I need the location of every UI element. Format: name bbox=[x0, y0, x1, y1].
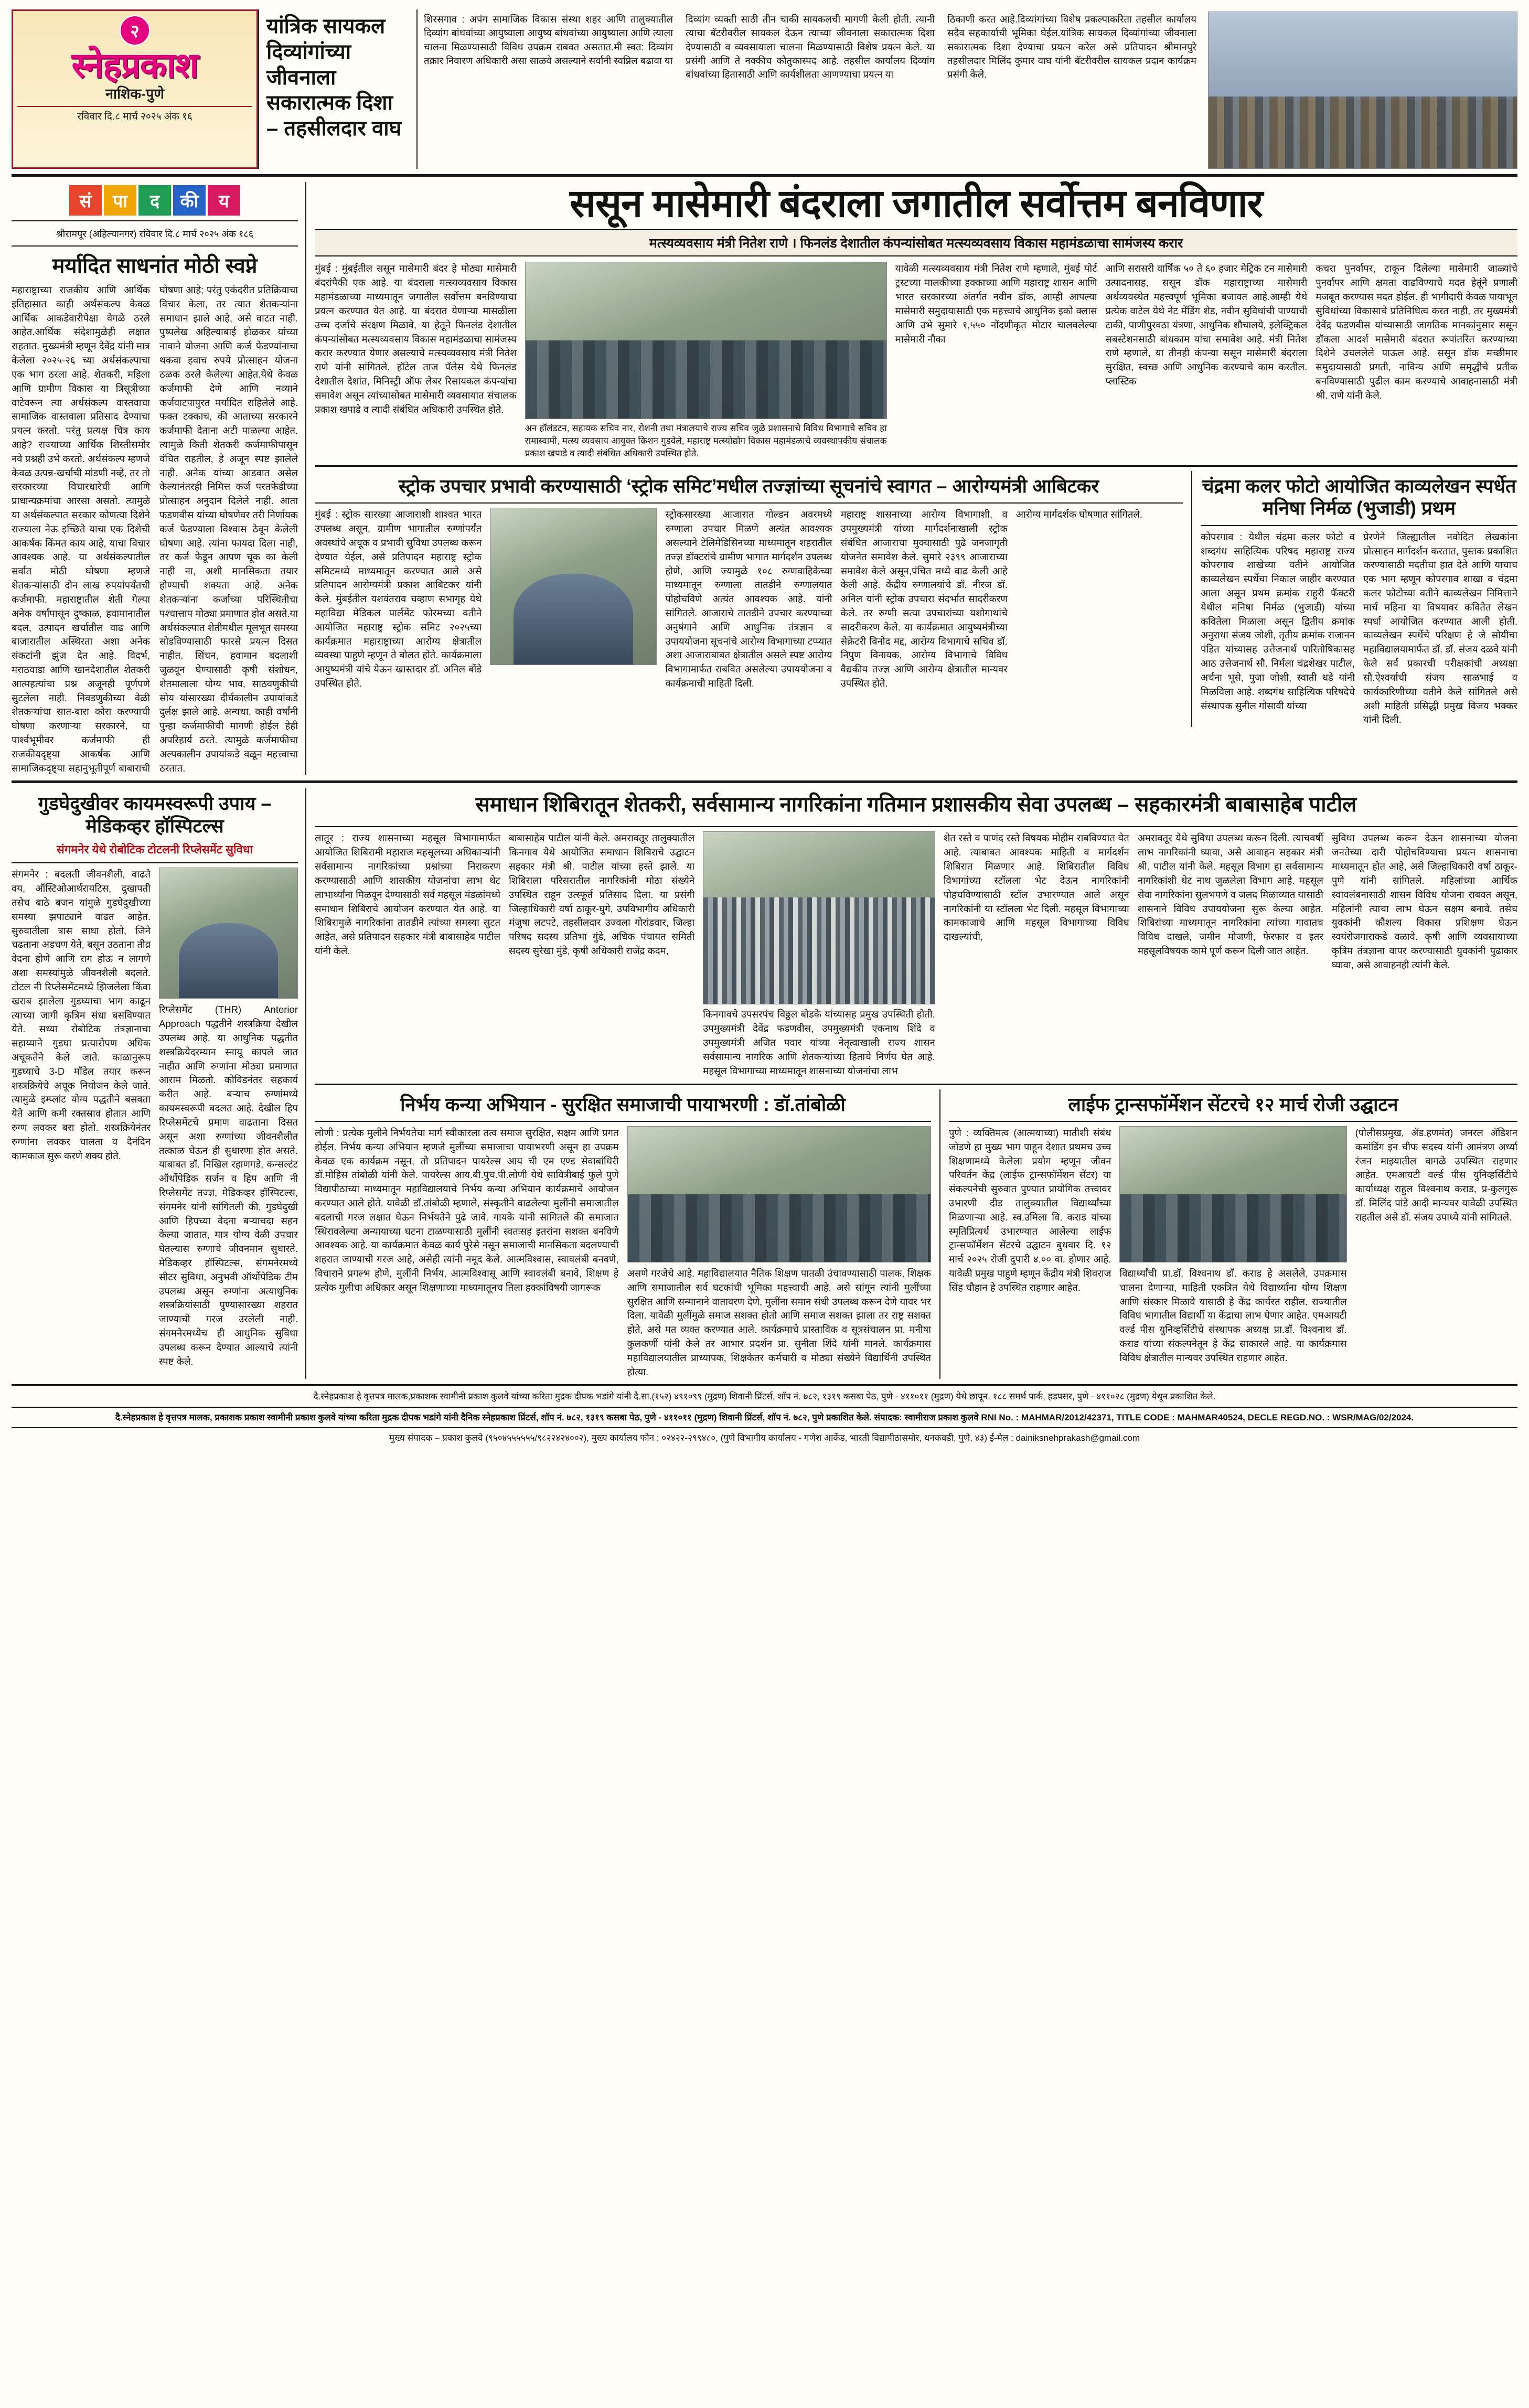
stroke-headline: स्ट्रोक उपचार प्रभावी करण्यासाठी ‘स्ट्रोक समिट’मधील तज्ज्ञांच्या सूचनांचे स्वागत – आरोग्यमंत्री आबिटकर bbox=[398, 475, 1099, 497]
hospital-headline: गुडघेदुखीवर कायमस्वरूपी उपाय – मेडिकव्हर हॉस्पिटल्स bbox=[38, 793, 272, 837]
nirbhay-story bbox=[315, 1089, 939, 1379]
samadhan-event-photo bbox=[703, 831, 935, 1004]
samadhan-photo-wrap bbox=[703, 831, 935, 1078]
lead-col-5: कचरा पुनर्वापर, टाकून दिलेल्या मासेमारी जाळ्यांचे पुनर्वापर आणि क्षमता वाढविण्याचे मदत हेतूंने प्रणाली मजबूत करण्यास मदत होईल. ही भागीदारी केवळ पायाभूत सुविधांच्या विकासाचे प्रतिनिधित्व करत नाही, तर मुख्यमंत्री देवेंद्र फडणवीस यांच्यासाठी जागतिक मानकांनुसार ससून डॉकला आदर्श मासेमारी बंदरात रूपांतरित करण्याच्या दिशेने उचललेले पाऊल आहे. ससून डॉक मच्छीमार समुदायासाठी प्रगती, नाविन्य आणि समृद्धीचे प्रतीक बनविण्यासाठी पुढील काम करण्याचे आवाहनासाठी मंत्री श्री. राणे यांनी केले. bbox=[1316, 263, 1517, 401]
life-story bbox=[940, 1089, 1517, 1379]
stroke-col-4: आरोग्य मार्गदर्शक घोषणात सांगितले. bbox=[1015, 509, 1143, 520]
stroke-story bbox=[315, 471, 1191, 727]
paper-date: रविवार दि.८ मार्च २०२५ अंक १६ bbox=[17, 106, 252, 123]
page-footer bbox=[12, 1384, 1517, 1445]
speaker-photo bbox=[490, 508, 657, 665]
paper-edition: नाशिक-पुणे bbox=[105, 86, 164, 102]
hospital-col-2: रिप्लेसमेंट (THR) Anterior Approach पद्धतीने शस्त्रक्रिया देखील उपलब्ध आहे. या आधुनिक पद्धतीत शस्त्रक्रियेदरम्यान स्नायू कापले जात नाहीत आणि रुग्णांना मोठ्या प्रमाणात आराम मिळतो. कोविडनंतर सहकार्य करीत आहे. बऱ्याच रुग्णांमध्ये कायमस्वरूपी बदलत आहे. देखील हिप रिप्लेसमेंटचे प्रमाण वाढताना दिसत असून अशा रुग्णांच्या जीवनशैलीत तत्काळ घेऊन ही सुधारणा होत असते. याबाबत डॉ. निखिल रहाणगडे, कन्सल्टंट ऑर्थोपेडिक सर्जन व हिप आणि नी रिप्लेसमेंट तज्ज्ञ, मेडिकव्हर हॉस्पिटल्स, संगमनेर यांनी सांगितली की, गुडघेदुखी आणि हिपच्या वेदना बऱ्याचदा सहन केल्या जातात, मात्र योग्य वेळी उपचार घेतल्यास रुग्णाचे जीवनमान सुधारते. मेडिकव्हर हॉस्पिटल्स, संगमनेरमध्ये सीटर सुविधा, अनुभवी ऑर्थोपेडिक टीम उपलब्ध असून रुग्णांना अत्याधुनिक शस्त्रक्रियांसाठी पुण्यासारख्या शहरात जाण्याची गरज उरलेली नाही. संगमनेरमध्येच ही आधुनिक सुविधा उपलब्ध करून देण्यात आल्याचे त्यांनी स्पष्ट केले. bbox=[159, 1004, 298, 1367]
samadhan-col-3: किनगावचे उपसरपंच विठ्ठल बोडके यांच्यासह प्रमुख उपस्थिती होती. उपमुख्यमंत्री देवेंद्र फडणवीस, उपमुख्यमंत्री एकनाथ शिंदे व उपमुख्यमंत्री अजित पवार यांच्या नेतृत्वाखाली राज्य शासन सर्वसामान्य नागरिक आणि शेतकऱ्यांच्या हिताचे निर्णय घेत आहे. महसूल विभागाच्या माध्यमातून शासनाच्या योजनांचा लाभ bbox=[703, 1009, 935, 1076]
masthead-col-2: दिव्यांग व्यक्ती साठी तीन चाकी सायकलची मागणी केली होती. त्यानी त्याचा बॅटरीवरील सायकल देऊन त्याच्या जीवनाला सकारात्मक दिशा देण्यासाठी व व्यवसायाला चालना मिळण्यासाठी विशेष प्रयत्न केले. या प्रसंगी आणि ते नक्कीच कौतुकास्पद आहे. तहसील कार्यालय दिव्यांग बांधवांच्या हितासाठी आणि कार्यशीलता आणण्याचा प्रयत्न या bbox=[686, 14, 935, 80]
nirbhay-col-2: असणे गरजेचे आहे. महाविद्यालयात नैतिक शिक्षण पातळी उंचावण्यासाठी पालक, शिक्षक आणि समाजातील सर्व घटकांची भूमिका महत्त्वाची आहे, असे सांगून त्यांनी मुलींच्या सुरक्षित आणि सन्मानाने वातावरण देणे, मुलींना समान संधी उपलब्ध करून देणे यावर भर दिला. यावेळी मुलींमुळे समाज सशक्त होतो आणि समाज सशक्त झाला तर राष्ट्र सशक्त होते, असे मत व्यक्त करण्यात आले. कार्यक्रमाचे प्रास्ताविक व सूत्रसंचालन प्रा. मनीषा कुलकर्णी यांनी केले तर आभार प्रदर्शन प्रा. सुनीता शिंदे यांनी मानले. कार्यक्रमास महाविद्यालयातील प्राध्यापक, शिक्षकेतर कर्मचारी व मोठ्या संख्येने विद्यार्थिनी उपस्थित होत्या. bbox=[627, 1267, 931, 1377]
paper-title: स्नेहप्रकाश bbox=[71, 46, 198, 84]
nirbhay-headline: निर्भय कन्या अभियान - सुरक्षित समाजाची पायाभरणी : डॉ.तांबोळी bbox=[400, 1093, 846, 1115]
doctor-photo bbox=[159, 868, 298, 999]
editorial-headline: मर्यादित साधनांत मोठी स्वप्ने bbox=[52, 254, 258, 277]
editorial-column bbox=[12, 182, 305, 775]
hospital-col-2-wrap bbox=[159, 868, 298, 1368]
samadhan-col-2: बाबासाहेब पाटील यांनी केले. अमरावतूर तालुक्यातील किनगाव येथे आयोजित समाधान शिबिराचे उद्घाटन सहकार मंत्री श्री. पाटील यांच्या हस्ते झाले. या शिबिराला परिसरातील नागरिकांनी मोठा संख्येने उपस्थित राहून उत्स्फूर्त प्रतिसाद दिला. या प्रसंगी जिल्हाधिकारी वर्षा ठाकूर-घुगे, उपविभागीय अधिकारी मंजुषा लटपटे, तहसीलदार उज्वला गोरांडवार, जिल्हा परिषद सदस्य प्रतिभा गुंडे, अधिक पंचायत समिती सदस्य सुरेखा मुंडे, कृषी अधिकारी राजेंद्र कदम, bbox=[509, 832, 695, 956]
lead-col-2: अन हॉलंडटन, सहायक सचिव नार, रोशनी तथा मंत्रालयाचे राज्य सचिव जुळे प्रशासनाचे विविध विभागाचे सचिव हा रामास्वामी, मत्स्य व्यवसाय आयुक्त किशन गुडवेले, महाराष्ट्र मत्स्योद्योग विकास महामंडळाचे व्यवस्थापकीय संचालक प्रकाश खपाडे व त्यादी संबंधित अधिकारी उपस्थित होते. bbox=[525, 423, 887, 459]
samadhan-col-5: अमरावतूर येथे सुविधा उपलब्ध करून दिली. त्याचवर्षी लाभ नागरिकांनी घ्यावा, असे आवाहन सहकार मंत्री श्री. पाटील यांनी केले. महसूल विभाग हा सर्वसामान्य नागरिकांशी थेट नाथ जुळलेला विभाग आहे. महसूल सेवा नागरिकांना सुलभपणे व जलद मिळाव्यात यासाठी शासनाने विविध उपाययोजना सुरू केल्या आहेत. शिबिरांच्या माध्यमातून नागरिकांना त्यांच्या गावातच विविध दाखले, जमीन मोजणी, फेरफार व इतर महसूलविषयक कामे पूर्ण करून दिली जात आहेत. bbox=[1137, 832, 1323, 956]
life-col-2: विद्यार्थ्यांची प्रा.डॉ. विश्वनाथ डॉ. कराड हे असलेले, उपक्रमास चालना देणाऱ्या, माहिती एकत्रित येथे विद्यार्थ्यांना योग्य शिक्षण आणि संस्कार मिळावे यासाठी हे केंद्र कार्यरत राहील. राज्यातील विविध भागातील विद्यार्थी या केंद्राचा लाभ घेणार आहेत. एमआयटी वर्ल्ड पीस युनिव्हर्सिटीचे संस्थापक अध्यक्ष प्रा.डॉ. विश्वनाथ डॉ. कराड यांच्या संकल्पनेतून हे केंद्र साकारले आहे. या कार्यक्रमास विविध क्षेत्रातील मान्यवर उपस्थित राहणार आहेत. bbox=[1119, 1267, 1347, 1363]
stroke-col-2: स्ट्रोकसारख्या आजारात गोल्डन अवरमध्ये रुग्णाला उपचार मिळणे अत्यंत आवश्यक असल्याने टेलिमेडिसिनच्या माध्यमातून शहरातील तज्ज्ञ डॉक्टरांचे ग्रामीण भागात मार्गदर्शन उपलब्ध होणे, आणि ज्यामुळे १०८ रुग्णवाहिकेच्या माध्यमातून रुग्णाला तातडीने रुग्णालयात पोहोचविणे अत्यंत आवश्यक आहे. यांनी सांगितले. आजाराचे तातडीने उपचार करण्याच्या अनुषंगाने आणि आधुनिक तंत्रज्ञान व उपाययोजना सूचनांचे आरोग्य विभागाच्या टप्प्यात अशा आजाराबाबत क्षेत्रातील असले स्पष्ट आरोग्य विभागामार्फत राबवित असलेल्या उपाययोजना व कार्यक्रमाची माहिती दिली. bbox=[665, 509, 832, 689]
nirbhay-col-1: लोणी : प्रत्येक मुलीने निर्भयतेचा मार्ग स्वीकारला तत्व समाज सुरक्षित, सक्षम आणि प्रगत होईल. निर्भय कन्या अभियान म्हणजे मुलींच्या समाजाचा पायाभरणी असून हा उपक्रम केवळ एक कार्यक्रम नसून, तो प्रतिपादन पायरेल्स आय ची एम एण्ड सेवाबांधिरी डॉ.मोहिस तांबोळी यांनी केले. पायरेल्स आय.बी.पुच.पी.लोणी येथे सावित्रीबाई फुले पुणे विद्यापीठाच्या माध्यमातून महाविद्यालयाचे निर्भय कन्या अभियान कार्यक्रमाचे आयोजन करण्यात आले होते. यावेळी डॉ.तांबोळी म्हणाले, संस्कृतीने वाढलेल्या मुलींनी समाजातील बदलाची गरज लक्षात घेऊन निर्भयतेने पुढे जावे. गायके यांनी सांगितले की समाजात स्थिरावलेल्या अन्यायाच्या घटना टाळण्यासाठी मुलींनी स्वतःसह इतरांना सशक्त बनविणे आवश्यक आहे. या कार्यक्रमात केवळ कार्य पुरेसे नसून समाजाची मानसिकता बदलण्याची शहरात जाण्याची गरज आहे, असेही त्यांनी नमूद केले. आत्मविश्वास, स्वावलंबी बनवणे, विचाराने प्रगल्भ होणे, मुलींनी निर्भय, आत्मविश्वासू आणि स्वावलंबी बनावे, शिक्षण हे प्रत्येक मुलीचा अधिकार असून शिक्षणाच्या माध्यमातूनच तिला हक्कांविषयी जागरूक bbox=[315, 1127, 619, 1293]
life-headline: लाईफ ट्रान्सफॉर्मेशन सेंटरचे १२ मार्च रोजी उद्घाटन bbox=[1068, 1093, 1398, 1115]
stroke-col-1: मुंबई : स्ट्रोक सारख्या आजाराशी शाश्वत भारत उपलब्ध असून, ग्रामीण भागातील रुग्णांपर्यंत अवस्थांचे अचूक व प्रभावी सुविधा उपलब्ध करून देण्यात येईल, असे प्रतिपादन महाराष्ट्र स्ट्रोक समिटमध्ये माध्यमातून करण्यात आले असे प्रतिपादन आरोग्यमंत्री प्रकाश आबिटकर यांनी केले. मुंबईतील यशवंतराव चव्हाण सभागृह येथे महाविद्या मेडिकल पार्लमेंट फोरमच्या वतीने आयोजित महाराष्ट्र स्ट्रोक समिट २०२५च्या कार्यक्रमात महाराष्ट्राच्या आरोग्य क्षेत्रातील व्यवस्था पाहुणे म्हणून ते बोलत होते. कार्यक्रमाला आयुष्यमंत्री यांचे येऊन खास्तदार डॉ. अनिल बोंडे उपस्थित होते. bbox=[315, 509, 482, 689]
masthead-photo bbox=[1203, 9, 1517, 169]
hospital-col-1: संगमनेर : बदलती जीवनशैली, वाढते वय, ऑस्टिओआर्थरायटिस, दुखापती तसेच बाठे बजन यांमुळे गुडघेदुखीच्या समस्या झपाट्याने वाढत आहेत. सुरुवातीला त्रास साधा होतो, जिने चढताना अडचण येते, बसून उठताना तीव्र वेदना होणे आणि राग होऊ न लागणे अशा समस्यांमुळे जीवनशैली बदलते. टोटल नी रिप्लेसमेंटमध्ये झिजलेला किंवा खराब झालेला गुडघ्याचा भाग काढून त्याच्या जागी कृत्रिम संधा बसविण्यात येते. सध्या रोबोटिक तंत्रज्ञानाचा सहाय्याने गुडघा प्रत्यारोपण अधिक अचूकतेने केले जाते. काळानुरूप गुडघ्याचे 3-D मॉडेल तयार करून शस्त्रक्रियेचे अचूक नियोजन केले जाते. त्यामुळे इम्प्लांट योग्य पद्धतीने बसवता येते आणि कमी रक्तस्राव होतात आणि रुग्ण लवकर बरा होतो. शस्त्रक्रियेनंतर रुग्णांना लवकर चालता व दैनंदिन कामकाज सुरू करणे शक्य होते. bbox=[12, 869, 151, 1161]
stroke-col-3: महाराष्ट्र शासनाच्या आरोग्य विभागाशी, व उपमुख्यमंत्री यांच्या मार्गदर्शनाखाली स्ट्रोक संबंधित आजाराचा मुक्यासाठी पुढे जनजागृती योजनेत समावेश केले. सुमारे २३९९ आजाराच्या समावेश केले असून,पंचित मध्ये वाढ केली आहे केली आहे. केंद्रीय रुग्णालयांचे डॉ. नीरज डॉ. अनिल यांनी स्ट्रोक उपचारा संदर्भात सादरीकरण केले. तर रुग्णी सत्या उपचारांच्या यशोगाथांचे सादरीकरण केले. या कार्यक्रमात आयुष्यमंत्रीच्या सेक्रेटरी विनोद मद्द, आरोग्य विभागाचे सचिव डॉ. निपुण विनायक, आरोग्य विभागाचे विविध वैद्यकीय तज्ज्ञ आणि आरोग्य क्षेत्रातील मान्यवर उपस्थित होते. bbox=[840, 509, 1008, 689]
editorial-meta: श्रीरामपूर (अहिल्यानगर) रविवार दि.८ मार्च २०२५ अंक १८६ bbox=[56, 229, 254, 239]
life-photo-wrap bbox=[1119, 1126, 1346, 1365]
masthead-logo bbox=[12, 9, 258, 169]
samadhan-col-1: लातूर : राज्य शासनाच्या महसूल विभागामार्फत आयोजित शिबिरामी महाराज महसूलच्या अधिकाऱ्यांनी सर्वसामान्य नागरिकांच्या प्रश्नांच्या निराकरण करण्यासाठी आणि शासकीय योजनांचा लाभ थेट लाभार्थ्यांना मिळवून देण्यासाठी सर्व महसूल मंडळांमध्ये समाधान शिबिराचे आयोजन करण्यात येत आहे. या शिबिरामुळे नागरिकांना तातडीने त्यांच्या समस्या सुटत आहेत, असे प्रतिपादन सहकार मंत्री बाबासाहेब पाटील यांनी केले. bbox=[315, 832, 501, 956]
samadhan-col-4: शेत रस्ते व पाणंद रस्ते विषयक मोहीम राबविण्यात येत आहे. त्याबाबत आवश्यक माहिती व मार्गदर्शन शिबिरात मिळणार आहे. शिबिरातील विविध विभागांच्या स्टॉलला भेट देऊन नागरिकांनी पोहचविण्यासाठी स्टॉल उभारण्यात आले असून नागरिकांनी या स्टॉलला भेट दिली. महसूल विभागाच्या कामकाजाचे आणि महसूल विभागाच्या विविध दाखल्यांची, bbox=[943, 832, 1129, 943]
samadhan-col-6: सुविधा उपलब्ध करून देऊन शासनाच्या योजना जनतेच्या दारी पोहोचविण्याचा प्रयत्न शासनाचा माध्यमातून होत आहे, असे जिल्हाधिकारी वर्षा ठाकूर-पुणे यांनी सांगितले. महिलांच्या आर्थिक स्वावलंबनासाठी शासन विविध योजना राबवत असून, महिलांनी त्याचा लाभ घेऊन सक्षम बनावे. तसेच युवकांनी कौशल्य विकास प्रशिक्षण घेऊन स्वयंरोजगाराकडे वळावे. कृषी आणि व्यवसायाच्या कृत्रिम तंत्रज्ञाना वापर करण्यासाठी युवकांनी पुढाकार घ्यावा, असे आवाहनही त्यांनी केले. bbox=[1331, 832, 1517, 970]
hospital-subheadline: संगमनेर येथे रोबोटिक टोटलनी रिप्लेसमेंट सुविधा bbox=[56, 843, 253, 857]
editorial-letter-0: सं bbox=[69, 185, 102, 216]
masthead-col-3: ठिकाणी करत आहे.दिव्यांगांच्या विशेष प्रकल्पाकरिता तहसील कार्यालय सदैव सहकार्याची भूमिका घेईल.यांत्रिक सायकल दिव्यांगांच्या जीवनाला सकारात्मक दिशा देण्याचा प्रयत्न करेल असे प्रतिपादन श्रीमानपुरे तहसीलदार मिलिंद कुमार वाघ यांनी बॅटरीवरील सायकल प्रदान कार्यक्रम प्रसंगी केले. bbox=[947, 14, 1196, 80]
editorial-letter-4: य bbox=[208, 185, 240, 216]
group-photo-image bbox=[1208, 12, 1517, 169]
chandrama-col-2: प्रेरणेने जिल्ह्यातील नवोदित लेखकांना प्रोत्साहन मार्गदर्शन करतात, पुस्तक प्रकाशित करण्यासाठी मदतीचा हात देते आणि याचाच एक भाग म्हणून कोपरगाव शाखा व चंद्रमा कलर फोटोच्या वतीने काव्यलेखन निमित्ताने मार्च महिना या विषयावर कवितेत लेखन स्पर्धा आयोजित करण्यात आली होती. काव्यलेखन स्पर्धेचे परिक्षण हे जे सोयीचा महाविद्यालयामार्फत डॉ. डॉ. संजय दळवे यांनी केले सर्व प्रकारची परीक्षकांची अध्यक्षा सौ.ऐश्वर्याची संजय साळभाई व कार्यकारिणीच्या वतीने केले सांगितले असे अशी माहिती प्रसिद्धी प्रमुख विजय भक्कर यांनी दिली. bbox=[1363, 531, 1517, 725]
hospital-story bbox=[12, 788, 305, 1379]
editorial-body: महाराष्ट्राच्या राजकीय आणि आर्थिक इतिहासात काही अर्थसंकल्प केवळ आर्थिक आकडेवारीपेक्षा वेगळे ठरले आहेत.आर्थिक संदेशामुळेही लक्षात राहतात. मुख्यमंत्री म्हणून देवेंद्र यांनी मात्र केलेला २०२५-२६ च्या अर्थसंकल्पाचा एक भाग ठरला आहे. शेतकरी, महिला आणि ग्रामीण विकास या त्रिसूत्रीच्या वाटेवरून त्या अर्थसंकल्प वास्तवाचा सामाजिक वास्तवाला प्रतिसाद देण्याचा प्रयत्न करतो. परंतु प्रत्यक्ष चित्र काय आहे? राज्याच्या आर्थिक शिस्तीसमोर नवे प्रश्नही उभे करतो. अर्थसंकल्प म्हणजे केवळ उत्पन्न-खर्चाची मांडणी नव्हे, तर तो सरकारच्या विचारधारेची आणि प्राधान्यक्रमांचा आरसा असतो. त्यामुळे या अर्थसंकल्पात सरकार कोणत्या दिशेने राज्याला नेऊ इच्छिते याचा एक दिशेची आकर्षक किंमत काय आहे, याचा विचार आवश्यक आहे. या अर्थसंकल्पातील सर्वात मोठी घोषणा म्हणजे शेतकऱ्यांसाठी दोन लाख रुपयांपर्यंतची कर्जमाफी. महाराष्ट्रातील शेती गेल्या अनेक वर्षांपासून दुष्काळ, हवामानातील बदल, उत्पादन खर्चातील वाढ आणि बाजारातील अस्थिरता अशा अनेक संकटांनी झुंज देत आहे. विदर्भ, मराठवाडा आणि खानदेशातील शेतकरी आत्महत्यांचा प्रश्न अजूनही पूर्णपणे सुटलेला नाही. निवडणुकीच्या वेळी शेतकऱ्यांचा सात-बारा कोरा करण्याची घोषणा करणाऱ्या सरकारने, या पार्श्वभूमीवर कर्जमाफी ही राजकीयदृष्ट्या आकर्षक आणि सामाजिकदृष्ट्या सहानुभूतीपूर्ण बाबाराची घोषणा आहे; परंतु एकंदरीत प्रतिक्रियाचा विचार केला, तर त्यात शेतकऱ्यांना समाधान झाले आहे, असे वाटत नाही. पुष्पलेख अहिल्याबाई होळकर यांच्या नावाने योजना आणि कर्ज फेडण्यांनाचा थकवा हवाच रुपये प्रोत्साहन योजना ठळक ठरले केलेल्या आहेत.येथे केवळ कर्जमाफी देणे आणि नव्याने कर्जवाटपापुरत मर्यादित राहिलेले आहे. फक्त टक्काच, की आताच्या सरकारने कर्जमाफी देताना अटी पाळल्या आहेत. त्यामुळे किती शेतकरी कर्जमाफीपासून वंचित राहतील, हे अजून स्पष्ट झालेले नाही. अनेक यांच्या आडवात असेल केल्यानंतरही निमित्त कर्ज परतफेडीच्या प्रोत्साहन अनुदान दिलेले नाही. आता फडणवीस यांच्या घोषणेवर तरी निर्णायक कर्ज फेडण्याला विश्वास ठेवून केलेली घोषणा आहे. त्यांना फायदा दिला नाही, तर कर्ज फेडून आपण चूक का केली नाही ना, अशी मानसिकता तयार होण्याची शक्यता आहे. अनेक शेतकऱ्यांना कर्जाच्या परिस्थितीचा पश्चात्ताप मोठ्या प्रमाणात होत असते.या अर्थसंकल्पात शेतीमधील मूलभूत समस्या सोडविण्यासाठी फारसे प्रयत्न दिसत नाहीत. सिंचन, हवामान बदलाशी जुळवून घेण्यासाठी कृषी संशोधन, शेतमालाला योग्य भाव, साठवणुकीची सोय यांसारख्या दीर्घकालीन उपायांकडे दुर्लक्ष झाले आहे. अन्यथा, काही वर्षांनी पुन्हा कर्जमाफीची मागणी होईल हेही अपरिहार्य ठरते. त्यामुळे कर्जमाफीचा अल्पकालीन उपायांकडे वळून महत्त्वाचा ठरतात. bbox=[12, 284, 298, 774]
masthead bbox=[12, 9, 1517, 169]
masthead-story bbox=[418, 9, 1203, 169]
chandrama-col-1: कोपरगाव : येथील चंद्रमा कलर फोटो व शब्दगंध साहित्यिक परिषद महाराष्ट्र राज्य कोपरगाव शाखेच्या वतीने आयोजित काव्यलेखन स्पर्धेचा निकाल जाहीर करण्यात आला असून प्रथम क्रमांक राहुरी फॅक्टरी येथील मनिषा निर्मळ (भुजाडी) यांच्या कवितेला मिळाला असून द्वितीय क्रमांक अनुराधा संजय जोशी, तृतीय क्रमांक राजानन पंडित यांच्यासह उत्तेजनार्थ पारितोषिकासह आठ उत्तेजनार्थ सौ. निर्मला चंद्रशेखर पाटील, अर्चना भूसे, पुजा जोशी, स्वाती धडे यांनी मिळविला आहे. शब्दगंध साहित्यिक परिषदेचे संस्थापक सुनील गोसावी यांच्या bbox=[1201, 531, 1355, 711]
lead-subheadline: मत्स्यव्यवसाय मंत्री नितेश राणे । फिनलंड देशातील कंपन्यांसोबत मत्स्यव्यवसाय विकास महामंडळाचा सामंजस्य करार bbox=[315, 229, 1517, 256]
chandrama-story bbox=[1192, 471, 1517, 727]
life-col-3: (पोलीसप्रमुख, ॲड.हणमंत) जनरल ॲडिशन कमांडिंग इन चीफ सदस्य यांनी आमंत्रण अर्ध्या रंजन माझ्यातील वागळे उपस्थित राहणार आहेत. एमआयटी वर्ल्ड पीस युनिव्हर्सिटीचे कार्याध्यक्ष राहुल विश्वनाथ कराड, प्र-कुलगुरू डॉ. मिलिंद पांडे आदी मान्यवर यावेळी उपस्थित राहतील असे डॉ. संजय उपाध्ये यांनी सांगितले. bbox=[1355, 1127, 1517, 1223]
footer-line-3: मुख्य संपादक – प्रकाश कुलवे (९५०४५५५५५५/९८२२४२४००२), मुख्य कार्यालय फोन : ०२४२२-२९९४८०, (पुणे विभागीय कार्यालय - गणेश आर्केड, भारती विद्यापीठासमोर, धनकवडी, पुणे, ४३) ई-मेल : dainiksnehprakash@gmail.com bbox=[389, 1433, 1140, 1443]
nirbhay-life-band bbox=[315, 1089, 1517, 1379]
editorial-lead-band bbox=[12, 182, 1517, 775]
chandrama-headline: चंद्रमा कलर फोटो आयोजित काव्यलेखन स्पर्धेत मनिषा निर्मळ (भुजाडी) प्रथम bbox=[1202, 475, 1516, 519]
footer-line-1: दै.स्नेहप्रकाश हे वृत्तपत्र मालक,प्रकाशक स्वामीनी प्रकाश कुलवे यांच्या करिता मुद्रक दीपक भडांगे यांनी दै.सा.(१५२) ४९१०९९ (मुद्रण) शिवानी प्रिंटर्स, शॉप नं. ७८२, १३१९ कसबा पेठ, पुणे - ४११०११ (मुद्रण) येथे छापून, १८८ समर्थ पार्क, हडपसर, पुणे - ४११०२८ (मुद्रण) येथून प्रकाशित केले. bbox=[313, 1392, 1216, 1402]
page-number: २ bbox=[120, 15, 150, 46]
editorial-letter-1: पा bbox=[104, 185, 136, 216]
lead-headline: ससून मासेमारी बंदराला जगातील सर्वोत्तम बनविणार bbox=[569, 181, 1263, 225]
footer-line-2: दै.स्नेहप्रकाश हे वृत्तपत्र मालक, प्रकाशक प्रकाश स्वामीनी प्रकाश कुलवे यांच्या करिता मुद्रक दीपक भडांगे यांनी दैनिक स्नेहप्रकाश प्रिंटर्स, शॉप नं. ७८२, १३१९ कसबा पेठ, पुणे - ४११०११ (मुद्रण) शिवानी प्रिंटर्स, शॉप नं. ७८२, पुणे प्रकाशित केले. संपादक: स्वामीराज प्रकाश कुलवे RNI No. : MAHMAR/2012/42371, TITLE CODE : MAHMAR40524, DECLE REGD.NO. : WSR/MAG/02/2024. bbox=[115, 1412, 1414, 1422]
masthead-col-1: शिरसगाव : अपंग सामाजिक विकास संस्था शहर आणि तालुक्यातील दिव्यांग बांधवांच्या आयुष्याला आयुष्य बांधवांच्या आयुष्याला आणि त्याला चालना मिळण्यासाठी विविध उपक्रम राबवत असतात.मी स्वत: दिव्यांग तक्रार निवारण अधिकारी असा साळवे असल्याने सर्वांनी स्वप्निल बढावा या bbox=[424, 14, 673, 66]
nirbhay-event-photo bbox=[627, 1126, 932, 1262]
masthead-headline: यांत्रिक सायकल दिव्यांगांच्या जीवनाला सकारात्मक दिशा – तहसीलदार वाघ bbox=[266, 15, 402, 141]
minister-meeting-photo bbox=[525, 262, 887, 419]
editorial-section-tag bbox=[12, 182, 298, 217]
samadhan-story bbox=[306, 788, 1517, 1379]
lead-photo bbox=[525, 262, 887, 459]
lead-col-4: आणि सरासरी वार्षिक ५० ते ६० हजार मेट्रिक टन मासेमारी उत्पादनासह, ससून डॉक महाराष्ट्राच्या मासेमारी अर्थव्यवस्थेत महत्त्वपूर्ण भूमिका बजावत आहे.आम्ही येथे प्रत्येक वाटेल येथे नेट मेंडिंग शेड, नवीन सुविधांची पाण्याची टाकी, पाणीपुरवठा यंत्रणा, आधुनिक शौचालये, इलेक्ट्रिकल सबस्टेशनसाठी बांधकाम यांचा समावेश आहे. मंत्री नितेश राणे म्हणाले, या तीनही कंपन्या ससून मासेमारी बंदराला सुरक्षित, स्वच्छ आणि आधुनिक करण्याचे काम करतील. प्लास्टिक bbox=[1105, 263, 1308, 387]
hospital-samadhan-band bbox=[12, 788, 1517, 1379]
editorial-letter-3: की bbox=[173, 185, 206, 216]
life-col-1: पुणे : व्यक्तिमत्व (आत्मयाच्या) मातीशी संबंध जोडणे हा मुख्य भाग पाहून देशात प्रथमच उच्च शिक्षणामध्ये केलेला प्रयोग म्हणून जीवन परिवर्तन केंद्र (लाईफ ट्रान्सफॉर्मेशन सेंटर) या संकल्पनेची सुरुवात पुण्यात प्रायोगिक तत्त्वावर उभारणी दीड तालुक्यातील विद्यार्थ्यांच्या मिळणाऱ्या आहे. स्व.उमिला वि. कराड यांच्या स्मृतिप्रित्यर्थ उभारण्यात आलेल्या लाईफ ट्रान्सफॉर्मेशन सेंटरचे उद्घाटन बुधवार दि. १२ मार्च २०२५ रोजी दुपारी ४.०० वा. होणार आहे. यावेळी प्रमुख पाहुणे म्हणून केंद्रीय मंत्री शिवराज सिंह चौहान हे उपस्थित राहणार आहेत. bbox=[949, 1127, 1111, 1293]
stroke-photo-wrap bbox=[490, 508, 657, 691]
samadhan-headline: समाधान शिबिरातून शेतकरी, सर्वसामान्य नागरिकांना गतिमान प्रशासकीय सेवा उपलब्ध – सहकारमंत्री बाबासाहेब पाटील bbox=[475, 793, 1357, 817]
lead-col-3: यावेळी मत्स्यव्यवसाय मंत्री नितेश राणे म्हणाले, मुंबई पोर्ट ट्रस्टच्या मालकीच्या हक्काच्या आणि महाराष्ट्र शासन आणि भारत सरकारच्या अंतर्गत नवीन डॉक, आम्ही आपल्या मासेमारी समुदायासाठी एक महत्त्वाचे आधुनिक इको क्लास आणि उभे सुमारे १,५५० नोंदणीकृत मोटार चालवलेल्या मासेमारी नौका bbox=[895, 263, 1097, 345]
lead-story bbox=[306, 182, 1517, 775]
life-event-photo bbox=[1119, 1126, 1346, 1262]
editorial-letter-2: द bbox=[138, 185, 171, 216]
lead-col-1: मुंबई : मुंबईतील ससून मासेमारी बंदर हे मोठ्या मासेमारी बंदरांपैकी एक आहे. या बंदराला मत्स्यव्यवसाय विकास महामंडळाच्या माध्यमातून जगातील सर्वोत्तम बनविण्याचा प्रयत्न करण्यात येत आहे. या बंदरात येणाऱ्या मासळीला उच्च दर्जाचे संरक्षण मिळावे, या हेतूने फिनलंड देशातील कंपन्यांसोबत मत्स्यव्यवसाय विकास महामंडळाचा सामंजस्य करार करण्यात येणार असल्याचे मत्स्यव्यवसाय मंत्री नितेश राणे यांनी सांगितले. हॉटेल ताज पॅलेस येथे फिनलंड देशातील देशांत, मिनिस्ट्री ऑफ लेबर रिसायकल कंपन्यांचा समावेश असून त्यांच्यासोबत मासेमारी व्यवसायात संचालक प्रकाश खपाडे व त्यादी संबंधित अधिकारी उपस्थित होते. bbox=[315, 263, 517, 415]
stroke-chandrama-band bbox=[315, 471, 1517, 727]
nirbhay-col-2-wrap bbox=[627, 1126, 932, 1379]
